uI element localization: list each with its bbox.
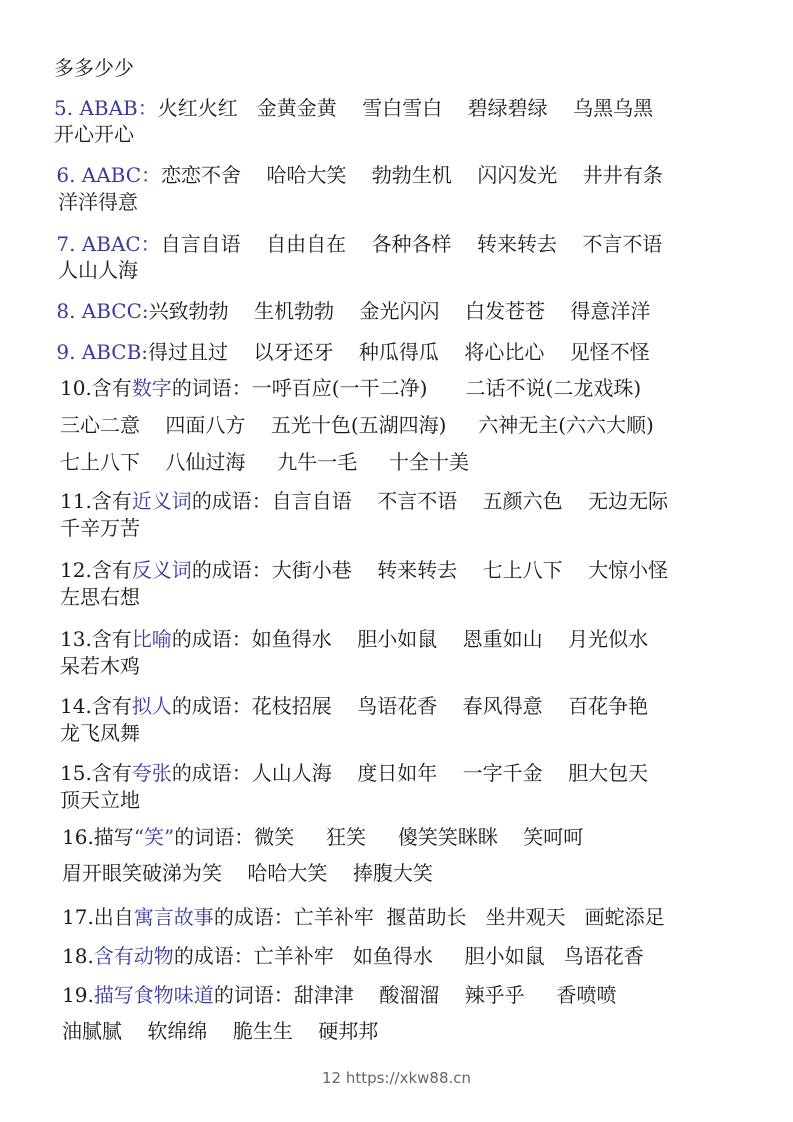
text-line: [62, 861, 433, 885]
text-segment: 顶天立地: [60, 788, 140, 812]
text-line: [60, 413, 654, 437]
text-segment: 15.含有: [60, 761, 132, 785]
highlighted-text: 比喻: [131, 627, 172, 651]
text-segment: 12.含有: [60, 558, 132, 582]
text-segment: 17.出自: [62, 905, 134, 929]
text-line: [60, 788, 140, 812]
text-segment: 的词语：一呼百应(一干二净) 二话不说(二龙戏珠): [171, 376, 642, 400]
text-segment: 的成语：如鱼得水 胆小如鼠 恩重如山 月光似水: [171, 627, 649, 651]
text-segment: 10.含有: [60, 376, 132, 400]
text-line: [60, 654, 140, 678]
text-segment: 呆若木鸡: [60, 654, 140, 678]
text-segment: 火红火红 金黄金黄 雪白雪白 碧绿碧绿 乌黑乌黑: [157, 96, 654, 120]
highlighted-text: 夸张: [131, 761, 172, 785]
text-line: [58, 190, 138, 214]
text-segment: 的成语：人山人海 度日如年 一字千金 胆大包天: [171, 761, 649, 785]
highlighted-text: 近义词: [131, 489, 192, 513]
highlighted-text: 5. ABAB：: [54, 96, 158, 120]
text-segment: 恋恋不舍 哈哈大笑 勃勃生机 闪闪发光 井井有条: [161, 163, 663, 187]
text-line: [62, 825, 583, 849]
text-line: [60, 627, 648, 651]
text-line: [60, 558, 668, 582]
text-line: [60, 376, 641, 400]
highlighted-text: 描写食物味道: [93, 983, 214, 1007]
text-line: [60, 516, 140, 540]
text-segment: 左思右想: [60, 585, 140, 609]
text-segment: 开心开心: [54, 122, 134, 146]
text-segment: 的词语：微笑 狂笑 傻笑笑眯眯 笑呵呵: [174, 825, 584, 849]
text-segment: 千辛万苦: [60, 516, 140, 540]
text-segment: 的成语：亡羊补牢 如鱼得水 胆小如鼠 鸟语花香: [173, 944, 644, 968]
text-segment: 洋洋得意: [58, 190, 138, 214]
text-segment: 人山人海: [58, 258, 138, 282]
text-segment: 的成语：自言自语 不言不语 五颜六色 无边无际: [191, 489, 669, 513]
text-line: [50, 232, 662, 256]
text-segment: 18.: [62, 944, 94, 968]
text-segment: 多多少少: [54, 56, 134, 80]
text-segment: 自言自语 自由自在 各种各样 转来转去 不言不语: [160, 232, 663, 256]
highlighted-text: 含有动物: [93, 944, 174, 968]
text-segment: 龙飞凤舞: [60, 721, 140, 745]
highlighted-text: 反义词: [131, 558, 192, 582]
text-segment: 眉开眼笑破涕为笑 哈哈大笑 捧腹大笑: [62, 861, 433, 885]
text-segment: 得过且过 以牙还牙 种瓜得瓜 将心比心 见怪不怪: [148, 340, 650, 364]
text-line: [62, 1019, 378, 1043]
text-segment: 19.: [62, 983, 94, 1007]
text-line: [54, 122, 134, 146]
highlighted-text: 拟人: [131, 694, 172, 718]
text-segment: 16.描写: [62, 825, 134, 849]
highlighted-text: 8. ABCC:: [50, 299, 149, 323]
text-segment: 的成语：亡羊补牢 揠苗助长 坐井观天 画蛇添足: [213, 905, 665, 929]
text-segment: 的成语：大街小巷 转来转去 七上八下 大惊小怪: [191, 558, 669, 582]
highlighted-text: 数字: [131, 376, 172, 400]
text-segment: 油腻腻 软绵绵 脆生生 硬邦邦: [62, 1019, 379, 1043]
text-segment: 13.含有: [60, 627, 132, 651]
text-line: [50, 163, 663, 187]
text-segment: 七上八下 八仙过海 九牛一毛 十全十美: [60, 450, 470, 474]
text-line: [50, 299, 650, 323]
highlighted-text: 7. ABAC：: [50, 232, 161, 256]
text-line: [60, 694, 648, 718]
text-segment: 的词语：甜津津 酸溜溜 辣乎乎 香喷喷: [213, 983, 617, 1007]
text-line: [58, 258, 138, 282]
text-line: [60, 450, 469, 474]
highlighted-text: 寓言故事: [133, 905, 214, 929]
highlighted-text: 6. AABC：: [50, 163, 162, 187]
text-segment: 11.含有: [60, 489, 132, 513]
text-line: [60, 489, 668, 513]
text-line: [54, 56, 134, 80]
text-segment: 兴致勃勃 生机勃勃 金光闪闪 白发苍苍 得意洋洋: [148, 299, 651, 323]
text-line: [54, 96, 653, 120]
text-segment: 14.含有: [60, 694, 132, 718]
text-segment: 的成语：花枝招展 鸟语花香 春风得意 百花争艳: [171, 694, 649, 718]
text-line: [62, 983, 616, 1007]
page-footer: 12 https://xkw88.cn: [321, 1069, 472, 1087]
text-line: [60, 761, 648, 785]
text-line: [60, 721, 140, 745]
text-segment: 三心二意 四面八方 五光十色(五湖四海) 六神无主(六六大顺): [60, 413, 654, 437]
text-line: [50, 340, 650, 364]
text-line: [62, 905, 665, 929]
highlighted-text: “笑”: [133, 825, 175, 849]
text-line: [62, 944, 644, 968]
highlighted-text: 9. ABCB:: [50, 340, 149, 364]
text-line: [60, 585, 140, 609]
